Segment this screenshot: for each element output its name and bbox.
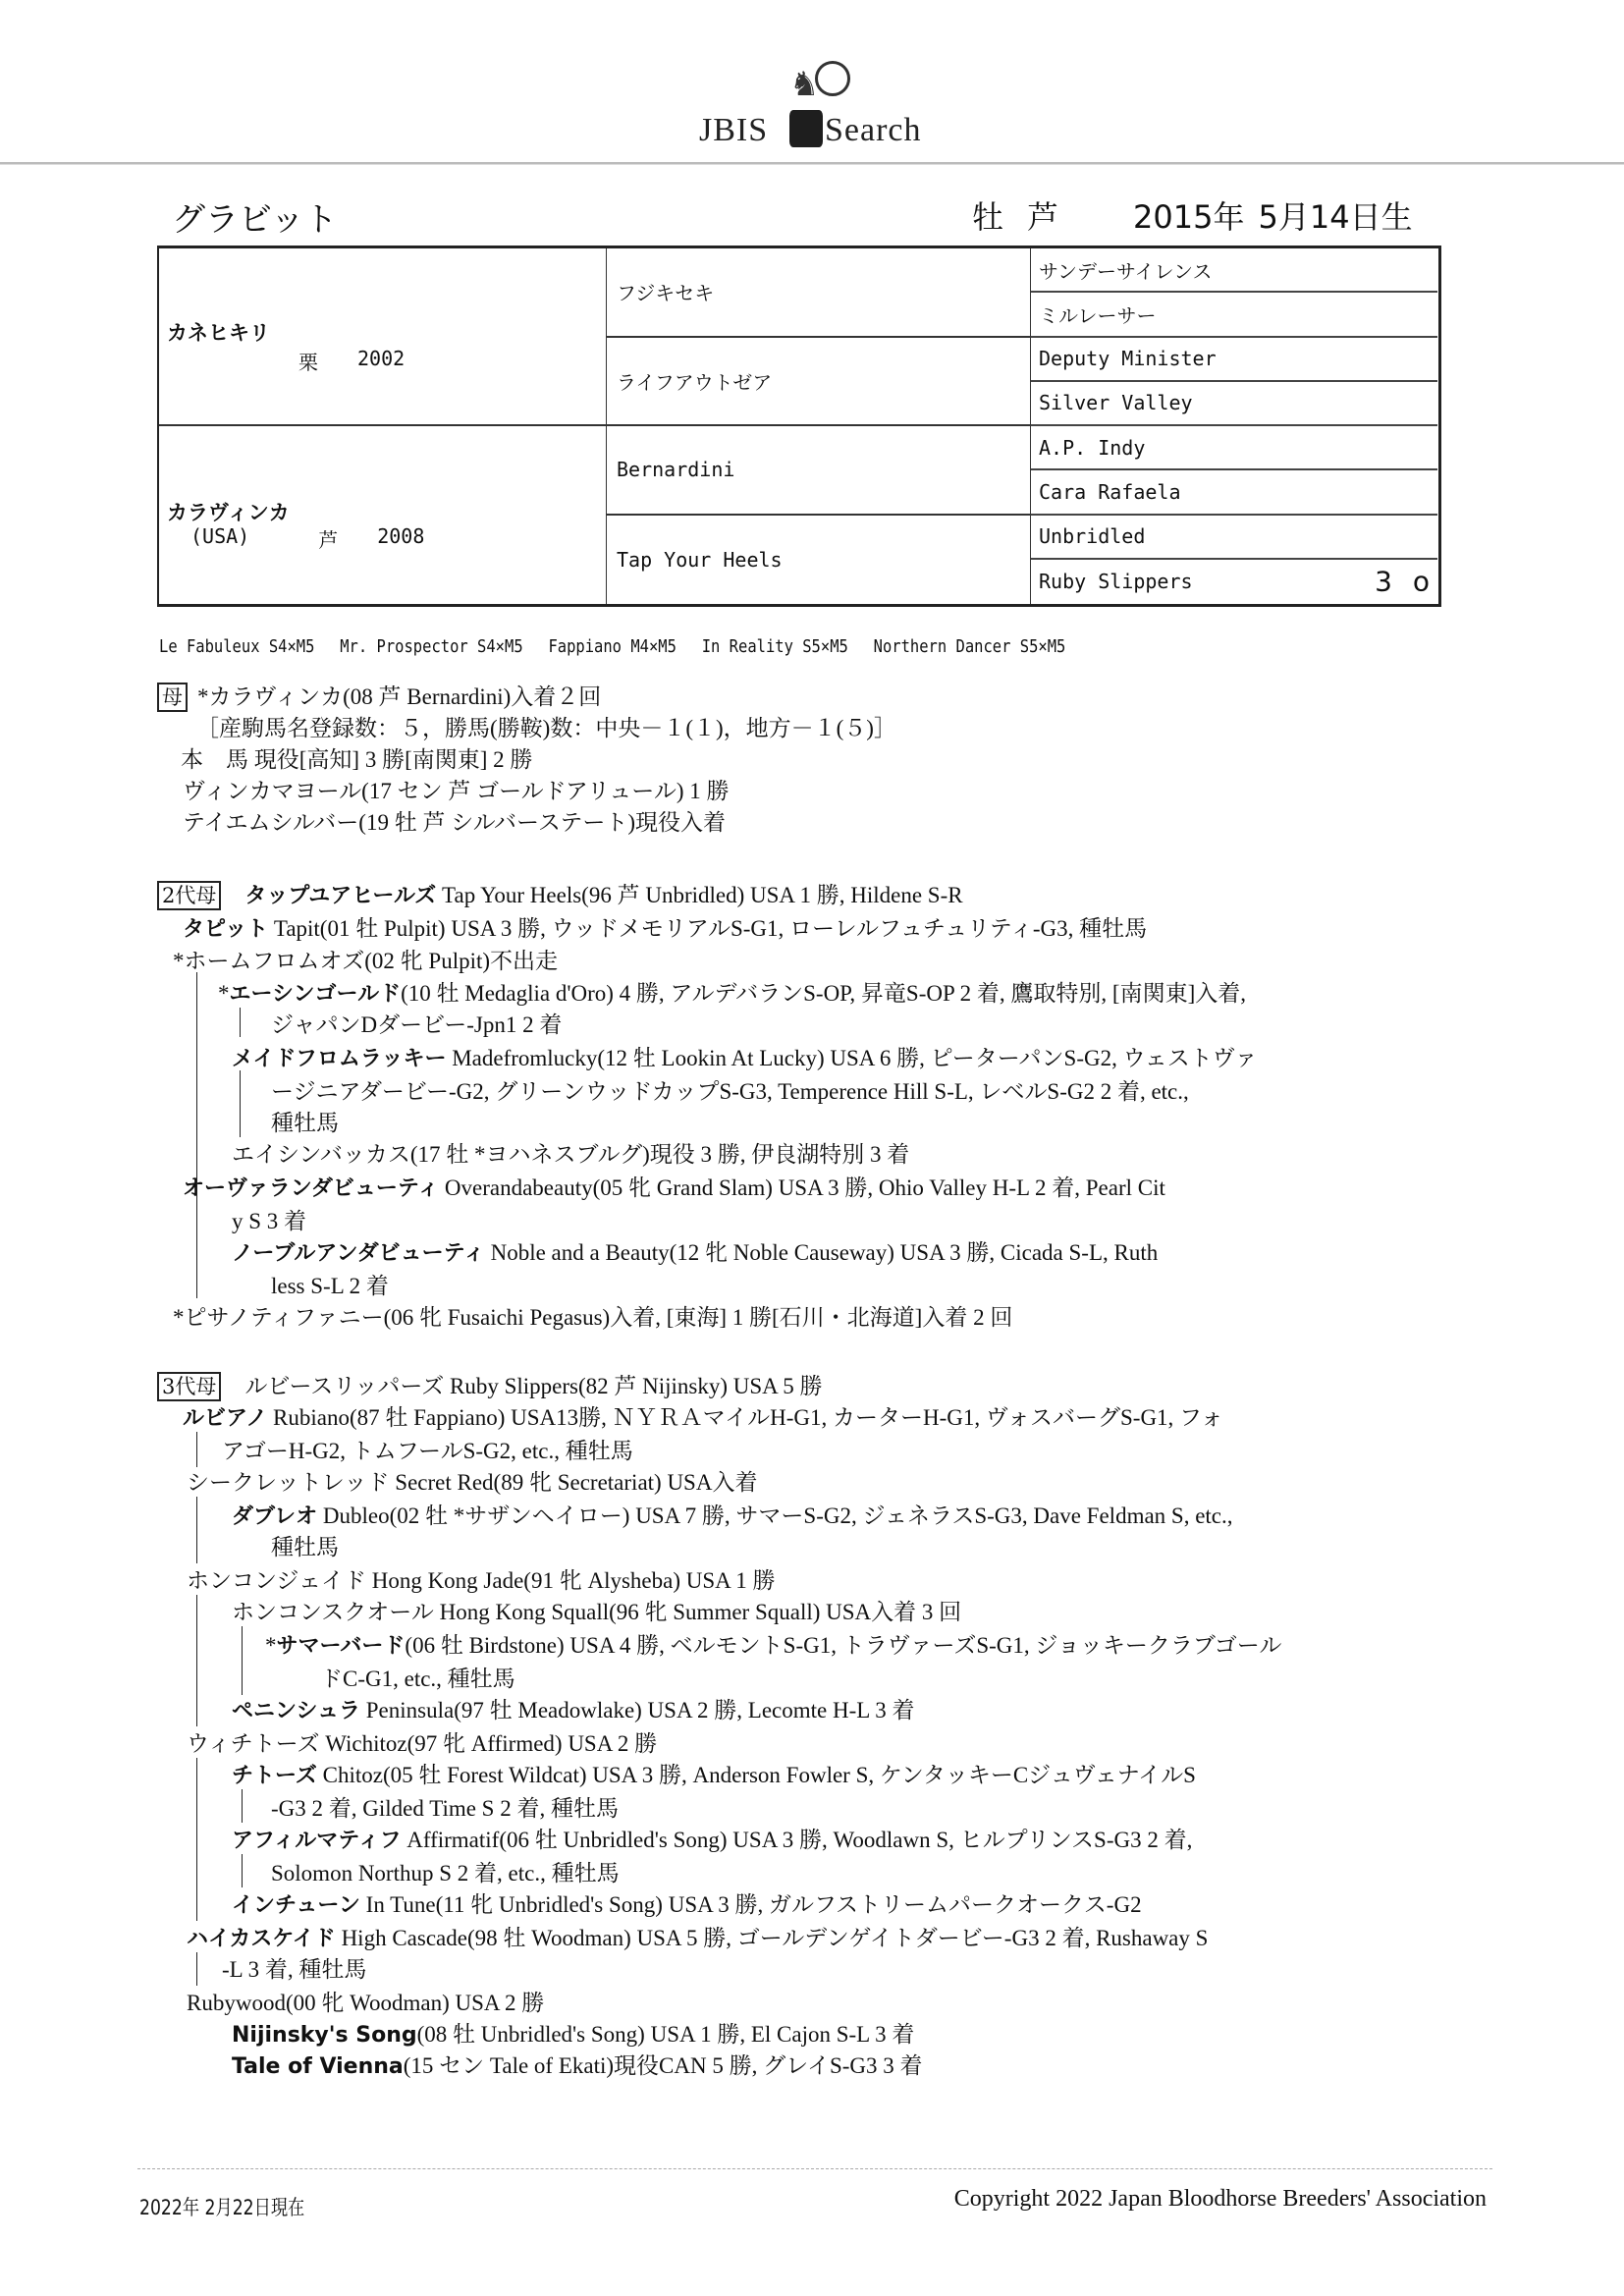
third-dam-line: ホンコンジェイド Hong Kong Jade(91 牝 Alysheba) USA 1 勝 (187, 1568, 776, 1593)
grandparent-cell (607, 426, 1030, 516)
inbreeding-list (159, 636, 1065, 657)
great-grandparent-cell (1031, 382, 1437, 426)
great-grandparent-name: Cara Rafaela (1039, 479, 1181, 504)
horse-record: Chitoz(05 牡 Forest Wildcat) USA 3 勝, Anderson Fowler S, ケンタッキーCジュヴェナイルS (316, 1763, 1196, 1787)
horse-name-bold: インチューン (232, 1893, 360, 1918)
third-dam-line (183, 1402, 1223, 1434)
horse-name-bold: ペニンシュラ (232, 1699, 361, 1723)
dam-cell (159, 426, 606, 604)
magnifier-icon (815, 61, 850, 96)
horse-info (972, 192, 1413, 238)
third-dam-line: -G3 2 着, Gilded Time S 2 着, 種牡馬 (271, 1796, 619, 1821)
horse-name-bold: ノーブルアンダビューティ (232, 1241, 485, 1266)
footer-date: 2022年 2月22日現在 (139, 2196, 305, 2219)
pedigree-great-grandparents-column (1031, 248, 1437, 604)
grandparent-cell (607, 248, 1030, 338)
third-dam-line: シークレットレッド Secret Red(89 牝 Secretariat) USA入着 (187, 1470, 758, 1495)
second-dam-line (183, 1173, 1165, 1204)
horse-record: Noble and a Beauty(12 牝 Noble Causeway) USA 3 勝, Cicada S-L, Ruth (484, 1240, 1159, 1265)
second-dam-line: y S 3 着 (232, 1209, 307, 1233)
horse-name-bold: ルビアノ (183, 1406, 268, 1431)
horse-record: Rubiano(87 牡 Fappiano) USA13勝, ＮＹＲＡマイルH-G1, カーターH-G1, ヴォスバーグS-G1, フォ (267, 1405, 1223, 1430)
horse-icon: ♞ (789, 67, 820, 103)
great-grandparent-cell (1031, 293, 1437, 337)
grandparent-name: フジキセキ (617, 281, 715, 305)
third-dam-line (232, 1889, 1142, 1921)
third-dam-line: Rubywood(00 牝 Woodman) USA 2 勝 (187, 1991, 545, 2015)
tree-connector (196, 1497, 197, 1563)
great-grandparent-cell (1031, 470, 1437, 515)
horse-name-bold: オーヴァランダビューティ (183, 1176, 440, 1201)
dam-details (190, 524, 424, 553)
logo-jbis-text: JBIS (699, 112, 769, 148)
dam-line (157, 682, 601, 713)
horse-record: (06 牡 Birdstone) USA 4 勝, ベルモントS-G1, トラヴァーズS-G1, ジョッキークラブゴール (405, 1633, 1282, 1658)
grandparent-name: Bernardini (617, 458, 735, 482)
second-dam-line: ージニアダービー-G2, グリーンウッドカップS-G3, Temperence Hill S-L, レベルS-G2 2 着, etc., (271, 1079, 1189, 1104)
tree-connector (240, 1008, 241, 1037)
inbreeding-item: Mr. Prospector S4×M5 (340, 636, 523, 657)
tree-connector (196, 972, 197, 1298)
great-grandparent-name: Deputy Minister (1039, 347, 1217, 371)
dam-label: 母 (157, 683, 188, 712)
tree-connector (196, 1595, 197, 1726)
great-grandparent-cell (1031, 516, 1437, 560)
horse-record: In Tune(11 牝 Unbridled's Song) USA 3 勝, ガルフストリームパークオークス-G2 (359, 1892, 1142, 1917)
third-dam-line: 種牡馬 (271, 1535, 339, 1559)
pedigree-table (157, 246, 1441, 607)
inbreeding-item: In Reality S5×M5 (701, 636, 848, 657)
tree-connector (242, 1789, 243, 1823)
third-dam-line (232, 1501, 1233, 1532)
dam-color: 芦 (318, 528, 339, 552)
tree-connector (242, 1626, 243, 1695)
logo-search-text: Search (825, 112, 922, 148)
tree-connector (196, 1432, 197, 1467)
third-dam-line: アゴーH-G2, トムフールS-G2, etc., 種牡馬 (222, 1439, 633, 1463)
tree-connector (242, 1854, 243, 1887)
horse-record: (15 セン Tale of Ekati)現役CAN 5 勝, グレイS-G3 3 着 (403, 2053, 923, 2078)
horse-record: Peninsula(97 牡 Meadowlake) USA 2 勝, Lecomte H-L 3 着 (360, 1698, 915, 1722)
horse-name-bold: アフィルマティフ (232, 1829, 402, 1853)
grandparent-name: Tap Your Heels (617, 547, 783, 572)
pedigree-grandparents-column (607, 248, 1031, 604)
second-dam-line (232, 1237, 1158, 1269)
third-dam-line (232, 1695, 914, 1726)
horse-record: (10 牡 Medaglia d'Oro) 4 勝, アルデバランS-OP, 昇竜S-OP 2 着, 鷹取特別, [南関東]入着, (401, 981, 1246, 1006)
sire-details (298, 347, 405, 375)
tree-connector (196, 1202, 197, 1231)
dam-line: ［産駒馬名登録数：５，勝馬(勝鞍)数：中央－１(１)，地方－１(５)］ (196, 716, 896, 740)
horse-record: Tap Your Heels(96 芦 Unbridled) USA 1 勝, Hildene S-R (436, 883, 963, 907)
great-grandparent-name: A.P. Indy (1039, 435, 1146, 460)
horse-name-bold: ダブレオ (232, 1504, 318, 1529)
horse-record: Affirmatif(06 牡 Unbridled's Song) USA 3 勝, Woodlawn S, ヒルプリンスS-G3 2 着, (401, 1828, 1193, 1852)
third-dam-line (187, 1923, 1208, 1954)
third-dam-line (157, 1371, 823, 1402)
dam-line-text: *カラヴィンカ(08 芦 Bernardini)入着２回 (197, 684, 602, 709)
great-grandparent-name: Unbridled (1039, 524, 1146, 549)
family-number: 3 o (1375, 565, 1435, 598)
second-dam-line: 種牡馬 (271, 1111, 339, 1135)
tree-connector (196, 1952, 197, 1986)
grandparent-cell (607, 516, 1030, 605)
second-dam-line (232, 1043, 1257, 1074)
inbreeding-item: Fappiano M4×M5 (548, 636, 677, 657)
great-grandparent-cell (1031, 248, 1437, 293)
third-dam-line (232, 1825, 1192, 1856)
third-dam-line: ホンコンスクオール Hong Kong Squall(96 牝 Summer Squall) USA入着 3 回 (232, 1600, 962, 1624)
second-dam-label: 2代母 (157, 881, 221, 910)
second-dam-line: エイシンバッカス(17 牡 *ヨハネスブルグ)現役 3 勝, 伊良湖特別 3 着 (232, 1142, 910, 1167)
second-dam-line: ジャパンDダービー-Jpn1 2 着 (271, 1012, 563, 1037)
inbreeding-item: Le Fabuleux S4×M5 (159, 636, 315, 657)
birth-date: 5月14日生 (1258, 198, 1413, 236)
great-grandparent-cell (1031, 426, 1437, 470)
second-dam-line (218, 978, 1246, 1010)
great-grandparent-cell (1031, 560, 1437, 604)
sire-name: カネヒキリ (167, 321, 270, 345)
horse-sex: 牡 (972, 198, 1004, 236)
grandparent-cell (607, 338, 1030, 427)
dam-line: テイエムシルバー(19 牡 芦 シルバーステート)現役入着 (183, 810, 727, 835)
third-dam-line (265, 1630, 1281, 1662)
horse-name-bold: チトーズ (232, 1764, 317, 1788)
logo-cylinder-icon (789, 110, 823, 147)
footer-copyright: Copyright 2022 Japan Bloodhorse Breeders' Association (953, 2186, 1487, 2212)
horse-record: (08 牡 Unbridled's Song) USA 1 勝, El Cajon S-L 3 着 (416, 2022, 915, 2047)
third-dam-line: ウィチトーズ Wichitoz(97 牝 Affirmed) USA 2 勝 (187, 1731, 658, 1756)
horse-name: グラビット (172, 200, 338, 240)
horse-color: 芦 (1027, 198, 1059, 236)
third-dam-line (232, 2019, 914, 2050)
great-grandparent-name: サンデーサイレンス (1039, 259, 1213, 284)
third-dam-line (232, 1760, 1196, 1791)
third-dam-line (232, 2050, 923, 2082)
great-grandparent-cell (1031, 338, 1437, 382)
pedigree-parents-column (159, 248, 607, 604)
horse-name-bold: Nijinsky's Song (232, 2023, 417, 2048)
sire-color: 栗 (298, 351, 318, 374)
second-dam-line (183, 913, 1147, 945)
great-grandparent-name: ミルレーサー (1039, 303, 1157, 328)
second-dam-line: *ホームフロムオズ(02 牝 Pulpit)不出走 (173, 949, 559, 973)
horse-record: Overandabeauty(05 牝 Grand Slam) USA 3 勝, Ohio Valley H-L 2 着, Pearl Cit (439, 1175, 1165, 1200)
horse-record: Dubleo(02 牡 *サザンヘイロー) USA 7 勝, サマーS-G2, ジェネラスS-G3, Dave Feldman S, etc., (317, 1503, 1233, 1528)
sire-year: 2002 (357, 347, 406, 370)
horse-record: Tapit(01 牡 Pulpit) USA 3 勝, ウッドメモリアルS-G1, ローレルフュチュリティ-G3, 種牡馬 (268, 916, 1148, 941)
birth-year: 2015年 (1133, 198, 1245, 236)
great-grandparent-name: Silver Valley (1039, 391, 1193, 415)
import-mark: * (265, 1633, 277, 1658)
tree-connector (240, 1070, 241, 1137)
horse-record: Madefromlucky(12 牡 Lookin At Lucky) USA 6 勝, ピーターパンS-G2, ウェストヴァ (446, 1046, 1258, 1070)
footer-divider (137, 2168, 1492, 2169)
horse-name-bold: タピット (183, 917, 269, 942)
second-dam-line (157, 880, 963, 911)
horse-name-bold: サマーバード (276, 1634, 406, 1659)
horse-name-bold: タップユアヒールズ (244, 884, 437, 908)
import-mark: * (218, 981, 230, 1006)
dam-origin: (USA) (190, 524, 250, 548)
dam-line: ヴィンカマヨール(17 セン 芦 ゴールドアリュール) 1 勝 (183, 779, 730, 803)
horse-name-bold: Tale of Vienna (232, 2054, 404, 2079)
horse-name-bold: ハイカスケイド (187, 1927, 336, 1951)
jbis-search-logo (699, 59, 935, 157)
dam-line: 本 馬 現役[高知] 3 勝[南関東] 2 勝 (181, 747, 533, 772)
third-dam-label: 3代母 (157, 1372, 221, 1401)
sire-cell (159, 248, 606, 426)
third-dam-line: ドC-G1, etc., 種牡馬 (320, 1667, 515, 1691)
horse-record: High Cascade(98 牡 Woodman) USA 5 勝, ゴールデンゲイトダービー-G3 2 着, Rushaway S (335, 1926, 1209, 1950)
third-dam-line: Solomon Northup S 2 着, etc., 種牡馬 (271, 1861, 620, 1886)
grandparent-name: ライフアウトゼア (617, 370, 773, 395)
third-dam-line: -L 3 着, 種牡馬 (222, 1957, 367, 1982)
horse-name-bold: エーシンゴールド (229, 982, 402, 1007)
horse-record: ルビースリッパーズ Ruby Slippers(82 芦 Nijinsky) USA 5 勝 (244, 1374, 823, 1398)
great-grandparent-name: Ruby Slippers (1039, 570, 1193, 594)
tree-connector (196, 1758, 197, 1921)
second-dam-line: less S-L 2 着 (271, 1274, 389, 1298)
second-dam-line: *ピサノティファニー(06 牝 Fusaichi Pegasus)入着, [東海] 1 勝[石川・北海道]入着 2 回 (173, 1305, 1013, 1330)
dam-name: カラヴィンカ (167, 501, 290, 524)
horse-name-bold: メイドフロムラッキー (232, 1047, 447, 1071)
inbreeding-item: Northern Dancer S5×M5 (873, 636, 1066, 657)
header-divider (0, 162, 1624, 165)
dam-year: 2008 (377, 524, 425, 548)
